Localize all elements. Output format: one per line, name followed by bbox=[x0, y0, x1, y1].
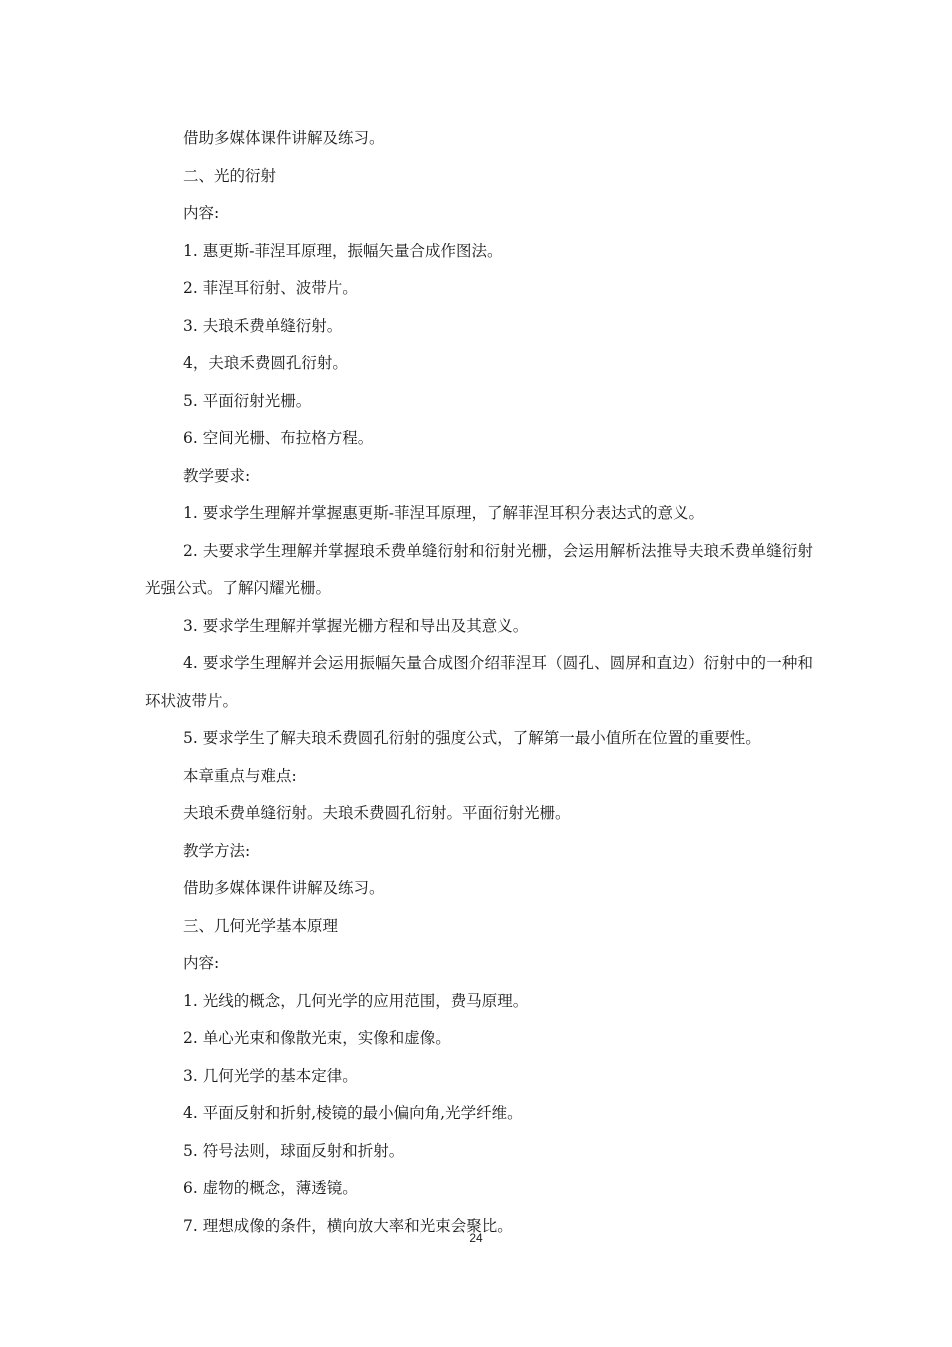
list-item: 1. 要求学生理解并掌握惠更斯-菲涅耳原理，了解菲涅耳积分表达式的意义。 bbox=[183, 504, 704, 522]
list-item: 6. 虚物的概念，薄透镜。 bbox=[183, 1179, 358, 1197]
list-item: 4. 平面反射和折射,棱镜的最小偏向角,光学纤维。 bbox=[183, 1104, 523, 1122]
list-item: 1. 光线的概念，几何光学的应用范围，费马原理。 bbox=[183, 991, 529, 1010]
page-content bbox=[145, 120, 813, 1245]
list-item: 4. 要求学生理解并会运用振幅矢量合成图介绍菲涅耳（圆孔、圆屏和直边）衍射中的一种和环状波带片。 bbox=[145, 654, 813, 710]
list-item: 4，夫琅禾费圆孔衍射。 bbox=[183, 354, 348, 372]
section-heading: 二、光的衍射 bbox=[183, 166, 277, 185]
list-item: 1. 惠更斯-菲涅耳原理，振幅矢量合成作图法。 bbox=[183, 241, 503, 260]
list-item: 3. 几何光学的基本定律。 bbox=[183, 1066, 358, 1085]
page-number: 24 bbox=[469, 1231, 483, 1245]
list-item: 2. 单心光束和像散光束，实像和虚像。 bbox=[183, 1029, 451, 1047]
list-item: 5. 符号法则，球面反射和折射。 bbox=[183, 1141, 405, 1160]
subheading: 内容: bbox=[183, 204, 220, 222]
subheading: 内容: bbox=[183, 954, 220, 972]
subheading: 教学方法: bbox=[183, 841, 251, 860]
list-item: 3. 要求学生理解并掌握光栅方程和导出及其意义。 bbox=[183, 616, 529, 635]
subheading: 教学要求: bbox=[183, 466, 251, 485]
text-line: 借助多媒体课件讲解及练习。 bbox=[183, 129, 385, 147]
list-item: 5. 要求学生了解夫琅禾费圆孔衍射的强度公式，了解第一最小值所在位置的重要性。 bbox=[183, 729, 761, 747]
list-item: 2. 菲涅耳衍射、波带片。 bbox=[183, 279, 358, 297]
text-line: 借助多媒体课件讲解及练习。 bbox=[183, 879, 385, 897]
subheading: 本章重点与难点: bbox=[183, 766, 297, 785]
list-item: 7. 理想成像的条件，横向放大率和光束会聚比。 bbox=[183, 1216, 513, 1235]
list-item: 6. 空间光栅、布拉格方程。 bbox=[183, 429, 374, 447]
list-item: 5. 平面衍射光栅。 bbox=[183, 391, 312, 410]
list-item: 3. 夫琅禾费单缝衍射。 bbox=[183, 316, 343, 335]
list-item: 2. 夫要求学生理解并掌握琅禾费单缝衍射和衍射光栅，会运用解析法推导夫琅禾费单缝衍射光强公式。了解闪耀光栅。 bbox=[145, 541, 813, 597]
section-heading: 三、几何光学基本原理 bbox=[183, 916, 339, 935]
text-line: 夫琅禾费单缝衍射。夫琅禾费圆孔衍射。平面衍射光栅。 bbox=[183, 804, 571, 822]
